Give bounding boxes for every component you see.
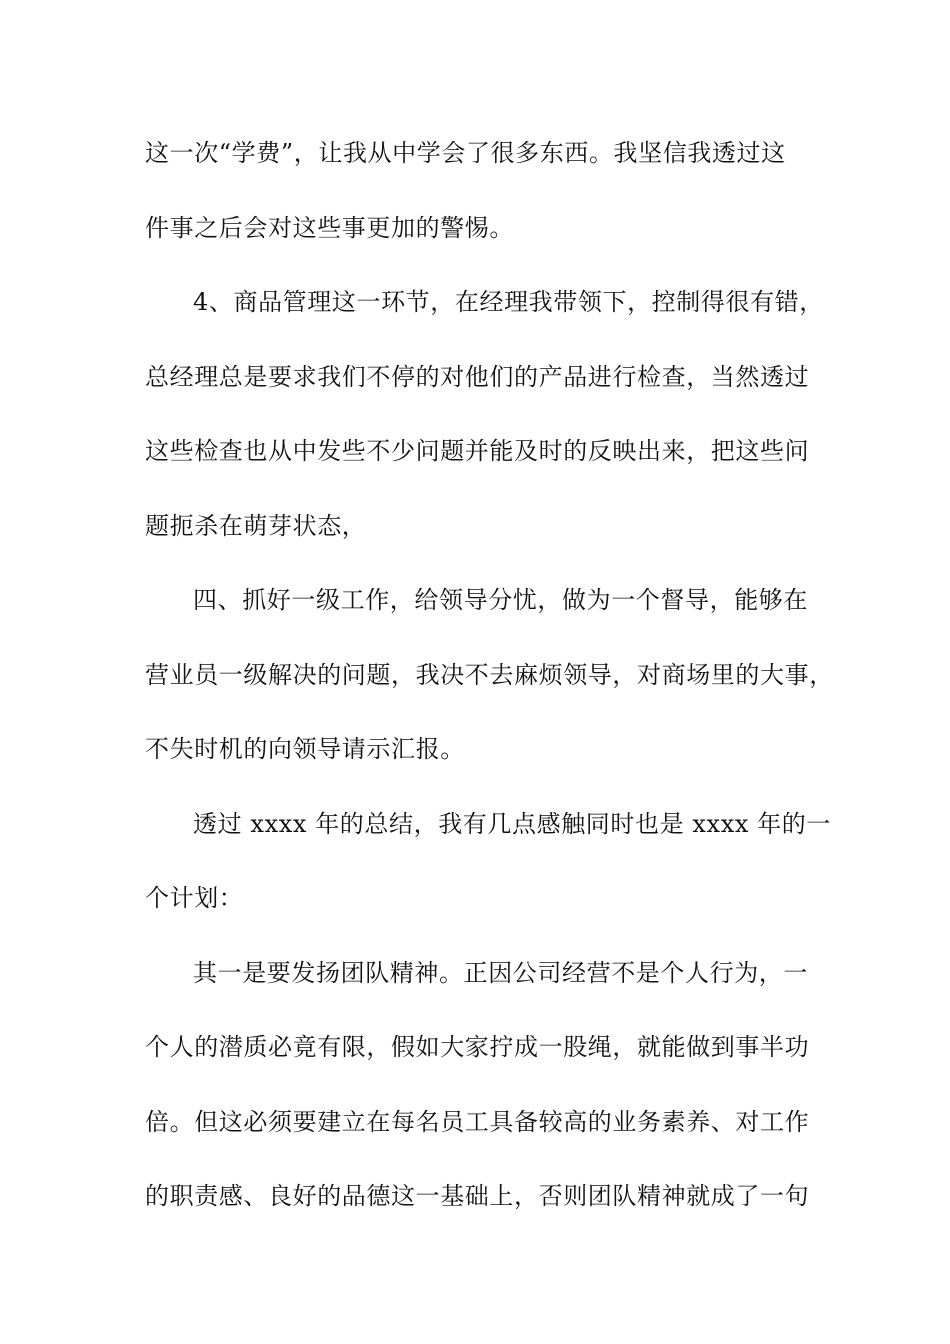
text-line: 四、抓好一级工作，给领导分忧，做为一个督导，能够在 xyxy=(193,586,808,614)
text-line: 个人的潜质必竟有限，假如大家拧成一股绳，就能做到事半功 xyxy=(145,1033,810,1061)
text-line: 总经理总是要求我们不停的对他们的产品进行检查，当然透过 xyxy=(145,362,810,391)
text-line: 倍。但这必须要建立在每名员工具备较高的业务素养、对工作 xyxy=(145,1107,810,1136)
text-line: 这一次“学费”，让我从中学会了很多东西。我坚信我透过这 xyxy=(145,139,786,167)
text-line: 透过 xxxx 年的总结，我有几点感触同时也是 xxxx 年的一 xyxy=(193,809,831,838)
text-line: 4、商品管理这一环节，在经理我带领下，控制得很有错， xyxy=(193,288,824,316)
text-line: 营业员一级解决的问题，我决不去麻烦领导，对商场里的大事， xyxy=(145,660,834,689)
text-line: 的职责感、良好的品德这一基础上，否则团队精神就成了一句 xyxy=(145,1182,810,1210)
text-line: 其一是要发扬团队精神。正因公司经营不是个人行为，一 xyxy=(193,958,808,987)
text-line: 个计划： xyxy=(145,884,244,912)
document-body xyxy=(145,129,834,1247)
text-line: 不失时机的向领导请示汇报。 xyxy=(145,735,465,763)
text-line: 件事之后会对这些事更加的警惕。 xyxy=(145,213,514,242)
text-line: 题扼杀在萌芽状态， xyxy=(145,511,367,540)
text-line: 这些检查也从中发些不少问题并能及时的反映出来，把这些问 xyxy=(145,437,810,465)
